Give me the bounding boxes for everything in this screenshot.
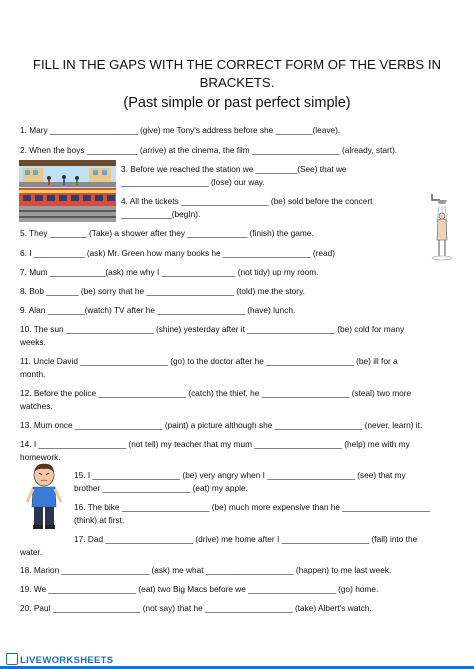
- exercise-line-7: 7. Mum ____________(ask) me why I ________________ (not tidy) up my room.: [20, 267, 319, 277]
- exercise-line-15b: brother ___________________ (eat) my apple.: [74, 483, 248, 493]
- exercise-line-16a: 16. The bike ___________________ (be) much more expensive than he ___________________: [74, 502, 430, 512]
- exercise-line-15a: 15. I ___________________ (be) very angry when I ___________________ (see) that my: [74, 470, 406, 480]
- exercise-line-6: 6. I ___________ (ask) Mr. Green how many books he ___________________ (read): [20, 248, 336, 258]
- exercise-line-11a: 11. Uncle David ___________________ (go) to the doctor after he ___________________ (be) ill for a: [20, 356, 398, 366]
- exercise-line-12b: watches.: [20, 401, 53, 411]
- exercise-line-8: 8. Bob _______ (be) sorry that he ___________________ (told) me the story.: [20, 286, 305, 296]
- exercise-line-9: 9. Alan ________(watch) TV after he ___________________ (have) lunch.: [20, 305, 296, 315]
- liveworksheets-logo[interactable]: [6, 653, 113, 666]
- exercise-line-10b: weeks.: [20, 337, 46, 347]
- exercise-line-11b: month.: [20, 369, 46, 379]
- angry-boy-illustration: [24, 462, 64, 532]
- exercise-line-13: 13. Mum once ___________________ (paint) a picture although she ___________________ (never, learn) it.: [20, 420, 423, 430]
- exercise-line-19: 19. We ___________________ (eat) two Big Macs before we ___________________ (go) home.: [20, 584, 379, 594]
- worksheet-subtitle: (Past simple or past perfect simple): [123, 95, 351, 111]
- footer-brand-text: LIVEWORKSHEETS: [20, 655, 114, 666]
- exercise-line-14b: homework.: [20, 452, 61, 462]
- liveworksheets-logo-icon: [6, 653, 18, 665]
- worksheet-title-line-2: BRACKETS.: [199, 75, 275, 90]
- exercise-line-3a: 3. Before we reached the station we _________(See) that we: [121, 164, 347, 174]
- exercise-line-10a: 10. The sun ___________________ (shine) yesterday after it ___________________ (be) cold for many: [20, 324, 405, 334]
- footer: [0, 653, 474, 669]
- exercise-line-1: 1. Mary ___________________ (give) me Tony's address before she ________(leave).: [20, 125, 341, 135]
- worksheet-title-line-1: FILL IN THE GAPS WITH THE CORRECT FORM OF THE VERBS IN: [32, 57, 442, 72]
- exercise-line-12a: 12. Before the police ___________________ (catch) the thief, he ___________________ (steal) two more: [20, 388, 412, 398]
- exercise-line-17b: water.: [20, 547, 43, 557]
- exercise-line-3b: ___________________ (lose) our way.: [121, 177, 265, 187]
- exercise-line-14a: 14. I ___________________ (not tell) my teacher that my mum ___________________ (help) me with my: [20, 439, 410, 449]
- exercise-line-4a: 4. All the tickets ___________________ (be) sold before the concert: [121, 196, 373, 206]
- exercise-line-16b: (think) at first.: [74, 515, 125, 525]
- exercise-line-5: 5. They ________ (Take) a shower after they _____________ (finish) the game.: [20, 228, 314, 238]
- exercise-line-2: 2. When the boys ___________ (arrive) at the cinema, the film ___________________ (already, start).: [20, 145, 398, 155]
- train-station-illustration: [19, 160, 116, 222]
- exercise-line-17a: 17. Dad ___________________ (drive) me home after I ___________________ (fall) into the: [74, 534, 418, 544]
- shower-illustration: [428, 192, 458, 262]
- exercise-line-4b: ___________(begIn).: [121, 209, 201, 219]
- exercise-line-20: 20. Paul ___________________ (not say) that he ___________________ (take) Albert's watch.: [20, 603, 372, 613]
- exercise-line-18: 18. Marion ___________________ (ask) me what ___________________ (happen) to me last week.: [20, 565, 392, 575]
